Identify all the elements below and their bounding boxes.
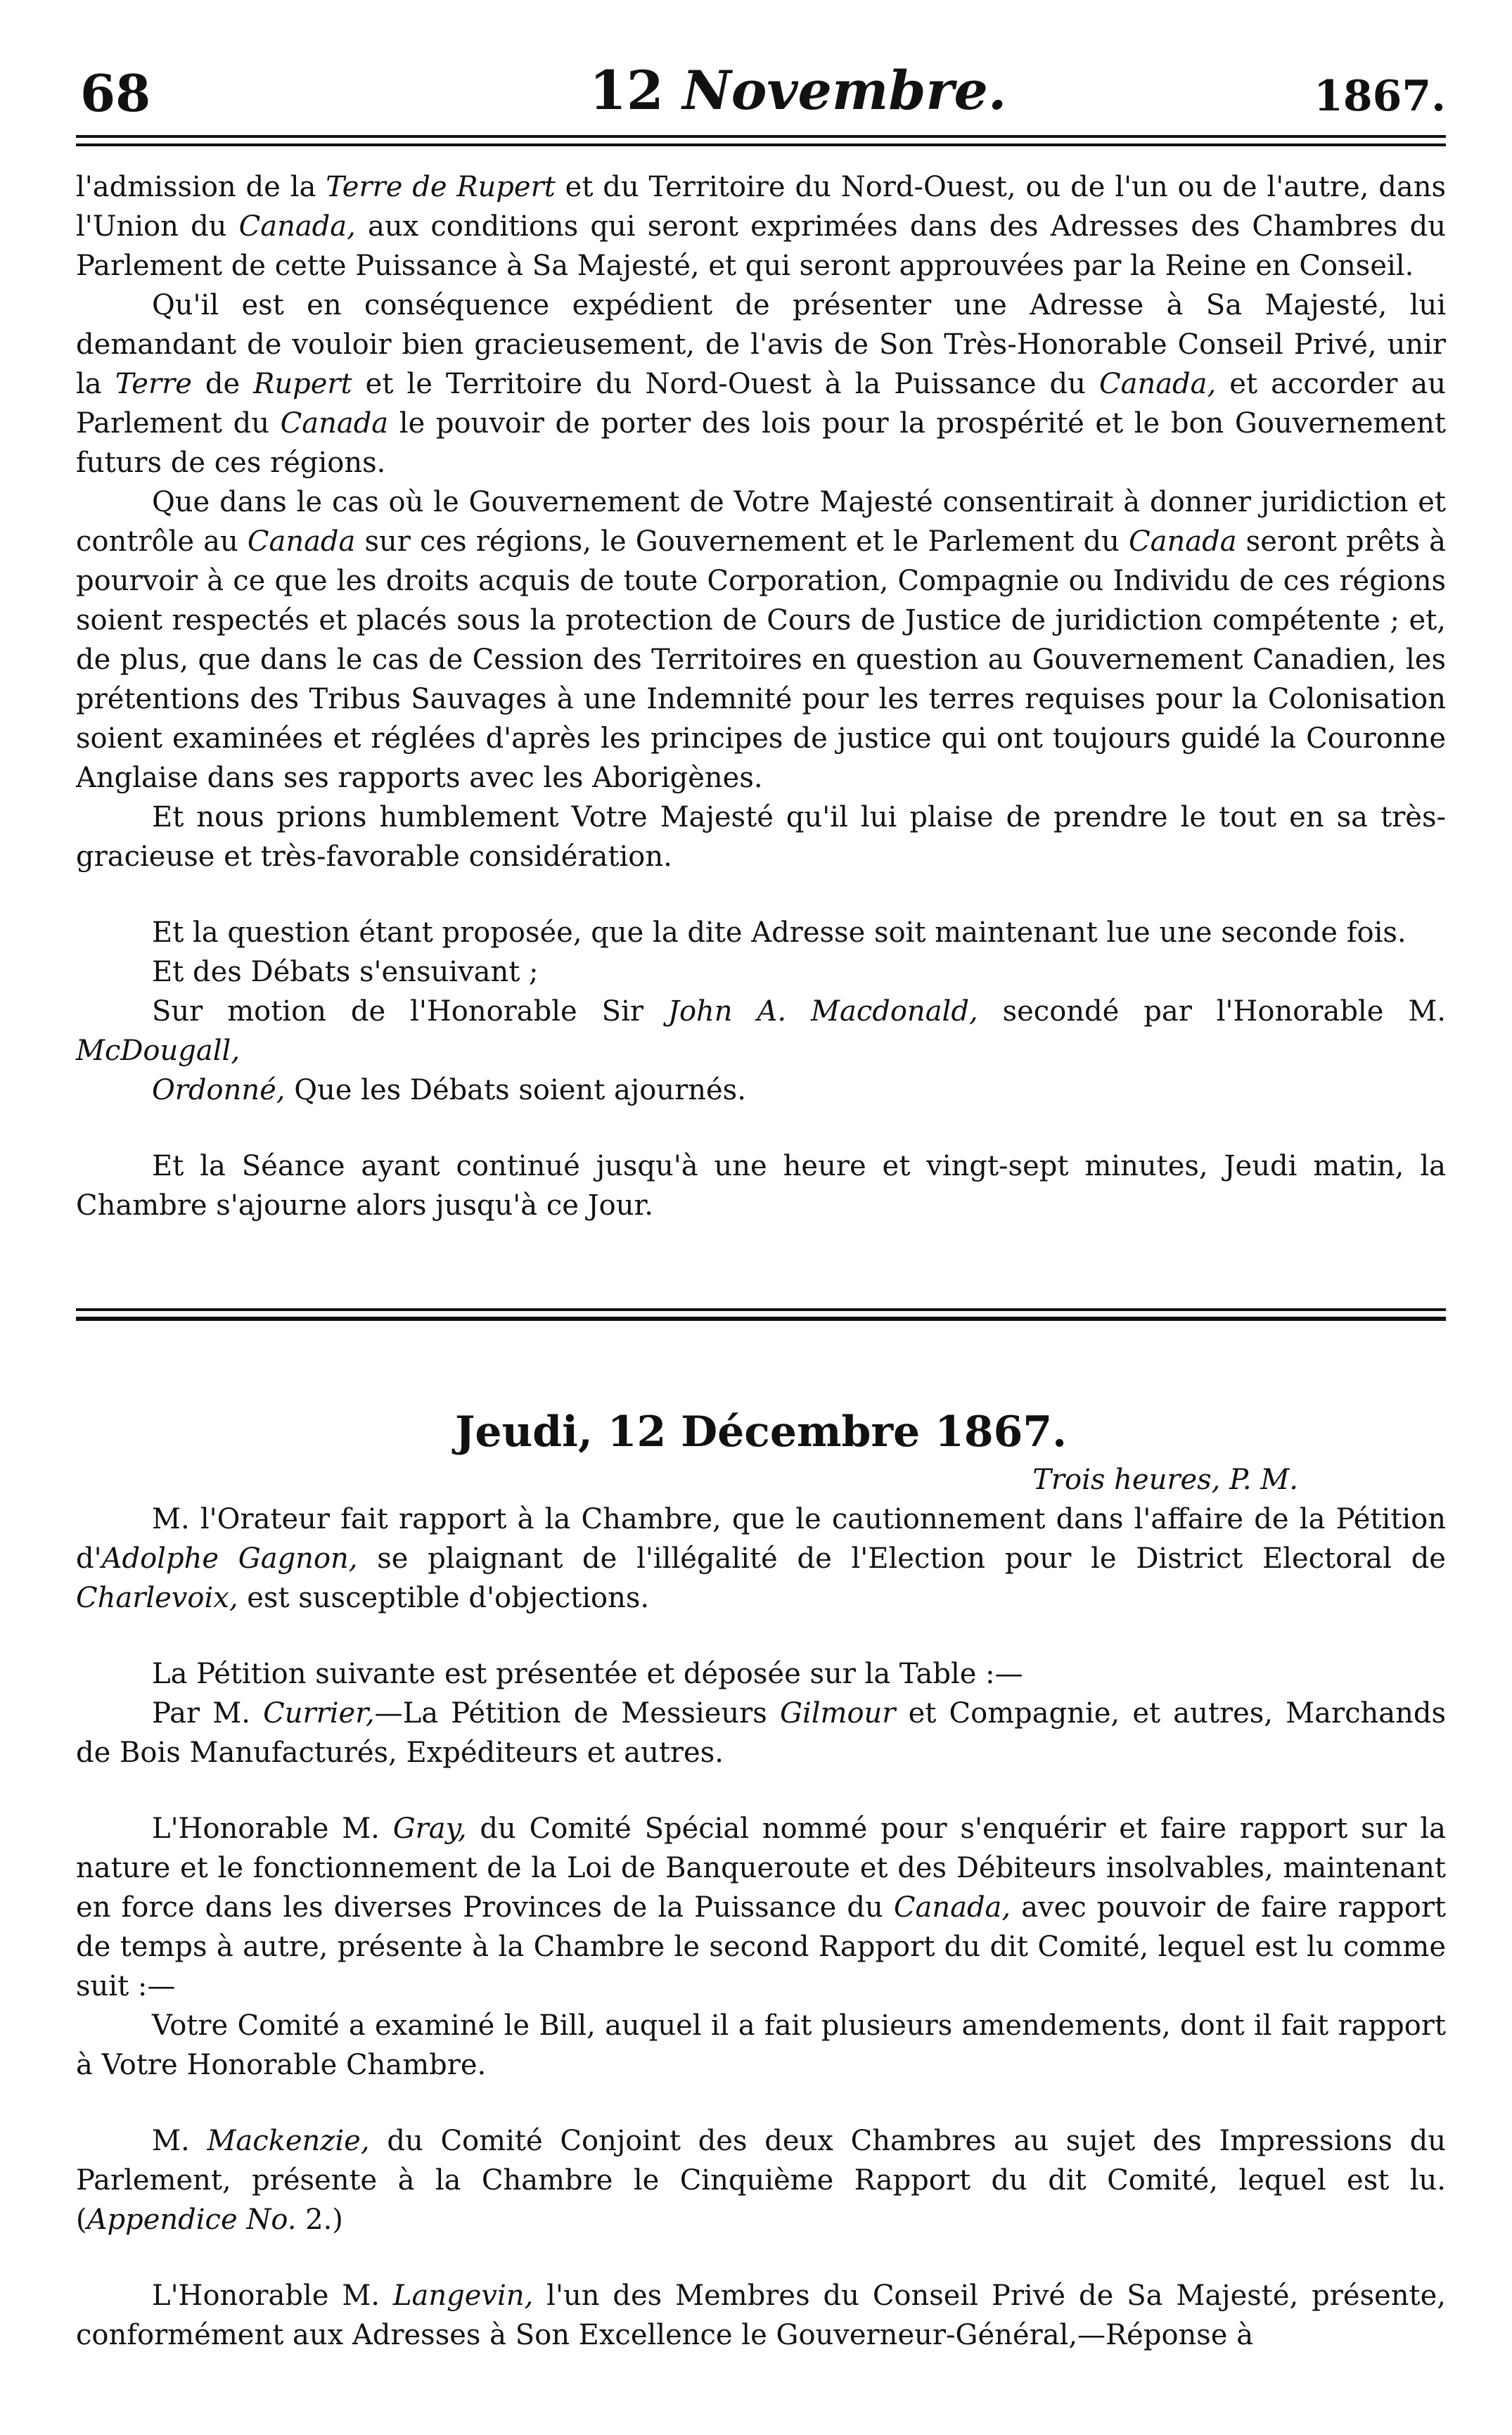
paragraph-12	[76, 1694, 1446, 1772]
text-run: et Compagnie, et autres, Marchands de Bois Manufacturés, Expéditeurs et autres.	[76, 1697, 1446, 1769]
italic-run: Canada,	[238, 210, 356, 243]
italic-run: Adolphe Gagnon,	[101, 1542, 358, 1575]
italic-run: John A. Macdonald,	[667, 995, 978, 1028]
paragraph-13	[76, 1809, 1446, 2006]
paragraph-5: Et la question étant proposée, que la dite Adresse soit maintenant lue une seconde fois.	[152, 916, 1407, 949]
paragraph-9: Et la Séance ayant continué jusqu'à une heure et vingt-sept minutes, Jeudi matin, la Chambre s'ajourne alors jusqu'à ce Jour.	[76, 1150, 1446, 1222]
text-run: du Comité Conjoint des deux Chambres au sujet des Impressions du Parlement, présente à la Chambre le Cinquième Rapport du dit Comité, lequel est lu. (	[76, 2125, 1446, 2236]
text-run: secondé par l'Honorable M.	[978, 995, 1447, 1028]
italic-run: Canada,	[1098, 368, 1217, 400]
paragraph-11: La Pétition suivante est présentée et déposée sur la Table :—	[152, 1658, 1023, 1690]
paragraph-15	[76, 2121, 1446, 2239]
text-run: et du Territoire du Nord-Ouest, ou de l'un ou de l'autre, dans l'Union du	[76, 171, 1447, 243]
text-run: et le Territoire du Nord-Ouest à la Puissance du	[352, 368, 1099, 400]
italic-run: McDougall,	[76, 1035, 241, 1067]
text-run: et accorder au Parlement du	[76, 368, 1446, 440]
page	[76, 51, 1446, 2355]
page-year: 1867.	[1314, 72, 1446, 121]
italic-run: Canada,	[893, 1891, 1011, 1924]
section-title: Jeudi, 12 Décembre 1867.	[455, 1407, 1067, 1457]
italic-run: Gilmour	[779, 1697, 896, 1730]
italic-run: Gray,	[392, 1813, 467, 1845]
body-top	[76, 167, 1446, 1225]
italic-run: Ordonné,	[152, 1074, 286, 1106]
running-title	[589, 59, 1006, 122]
page-header	[76, 51, 1446, 135]
text-run: —La Pétition de Messieurs	[374, 1697, 780, 1730]
title-month: Novembre.	[682, 59, 1007, 122]
italic-run: Rupert	[253, 368, 352, 400]
paragraph-14: Votre Comité a examiné le Bill, auquel il a fait plusieurs amendements, dont il fait rapport à Votre Honorable Chambre.	[76, 2009, 1446, 2081]
paragraph-2	[76, 286, 1446, 482]
text-run: seront prêts à pourvoir à ce que les droits acquis de toute Corporation, Compagnie ou Individu de ces régions soient respectés et placés sous la protection de Cours de Justice de juridiction compétente ; et, de plus, que dans le cas de Cession des Territoires en question au Gouvernement Canadien, les prétentions des Tribus Sauvages à une Indemnité pour les terres requises pour la Colonisation soient examinées et réglées d'après les principes de justice qui ont toujours guidé la Couronne Anglaise dans ses rapports avec les Aborigènes.	[76, 525, 1447, 794]
text-run: M. l'Orateur fait rapport à la Chambre, que le cautionnement dans l'affaire de la Pétition d'	[76, 1503, 1446, 1575]
paragraph-8	[76, 1070, 1446, 1110]
italic-run: Appendice No.	[87, 2204, 297, 2236]
paragraph-3	[76, 482, 1446, 798]
text-run: Que dans le cas où le Gouvernement de Votre Majesté consentirait à donner juridiction et contrôle au	[76, 486, 1446, 558]
italic-run: Terre de Rupert	[326, 171, 556, 203]
italic-run: Terre	[115, 368, 192, 400]
text-run: aux conditions qui seront exprimées dans des Adresses des Chambres du Parlement de cette Puissance à Sa Majesté, et qui seront approuvées par la Reine en Conseil.	[76, 210, 1446, 282]
italic-run: Charlevoix,	[76, 1582, 238, 1614]
text-run: se plaignant de l'illégalité de l'Election pour le District Electoral de	[357, 1542, 1446, 1575]
text-run: sur ces régions, le Gouvernement et le Parlement du	[355, 525, 1129, 558]
paragraph-4: Et nous prions humblement Votre Majesté qu'il lui plaise de prendre le tout en sa très-gracieuse et très-favorable considération.	[76, 801, 1446, 873]
paragraph-7	[76, 992, 1446, 1070]
text-run: Sur motion de l'Honorable Sir	[152, 995, 668, 1028]
text-run: L'Honorable M.	[152, 2280, 393, 2312]
text-run: du Comité Spécial nommé pour s'enquérir et faire rapport sur la nature et le fonctionnement de la Loi de Banqueroute et des Débiteurs insolvables, maintenant en force dans les diverses Provinces de la Puissance du	[76, 1813, 1447, 1924]
text-run: le pouvoir de porter des lois pour la prospérité et le bon Gouvernement futurs de ces régions.	[76, 407, 1446, 479]
text-run: M.	[152, 2125, 207, 2157]
title-day: 12	[589, 59, 664, 122]
italic-run: Currier,	[263, 1697, 375, 1730]
text-run: 2.)	[296, 2204, 343, 2236]
text-run: l'admission de la	[76, 171, 326, 203]
text-run: Par M.	[152, 1697, 264, 1730]
italic-run: Mackenzie,	[207, 2125, 370, 2157]
italic-run: Canada	[247, 525, 356, 558]
text-run: Que les Débats soient ajournés.	[285, 1074, 746, 1106]
italic-run: Langevin,	[392, 2280, 534, 2312]
paragraph-16	[76, 2276, 1446, 2355]
text-run: est susceptible d'objections.	[238, 1582, 650, 1614]
text-run: l'un des Membres du Conseil Privé de Sa Majesté, présente, conformément aux Adresses à Son Excellence le Gouverneur-Général,—Réponse à	[76, 2280, 1446, 2351]
text-run: avec pouvoir de faire rapport de temps à autre, présente à la Chambre le second Rapport du dit Comité, lequel est lu comme suit :—	[76, 1891, 1447, 2002]
section-rule	[76, 1308, 1446, 1321]
body-bottom	[76, 1500, 1446, 2355]
header-rule	[76, 135, 1446, 148]
paragraph-6: Et des Débats s'ensuivant ;	[152, 956, 539, 988]
italic-run: Canada	[280, 407, 389, 440]
text-run: L'Honorable M.	[152, 1813, 393, 1845]
page-number: 68	[80, 63, 151, 123]
session-time: Trois heures, P. M.	[1032, 1464, 1298, 1496]
text-run: de	[191, 368, 254, 400]
paragraph-10	[76, 1500, 1446, 1618]
text-run: Qu'il est en conséquence expédient de présenter une Adresse à Sa Majesté, lui demandant de vouloir bien gracieusement, de l'avis de Son Très-Honorable Conseil Privé, unir la	[76, 289, 1446, 400]
italic-run: Canada	[1129, 525, 1237, 558]
paragraph-1	[76, 167, 1446, 286]
